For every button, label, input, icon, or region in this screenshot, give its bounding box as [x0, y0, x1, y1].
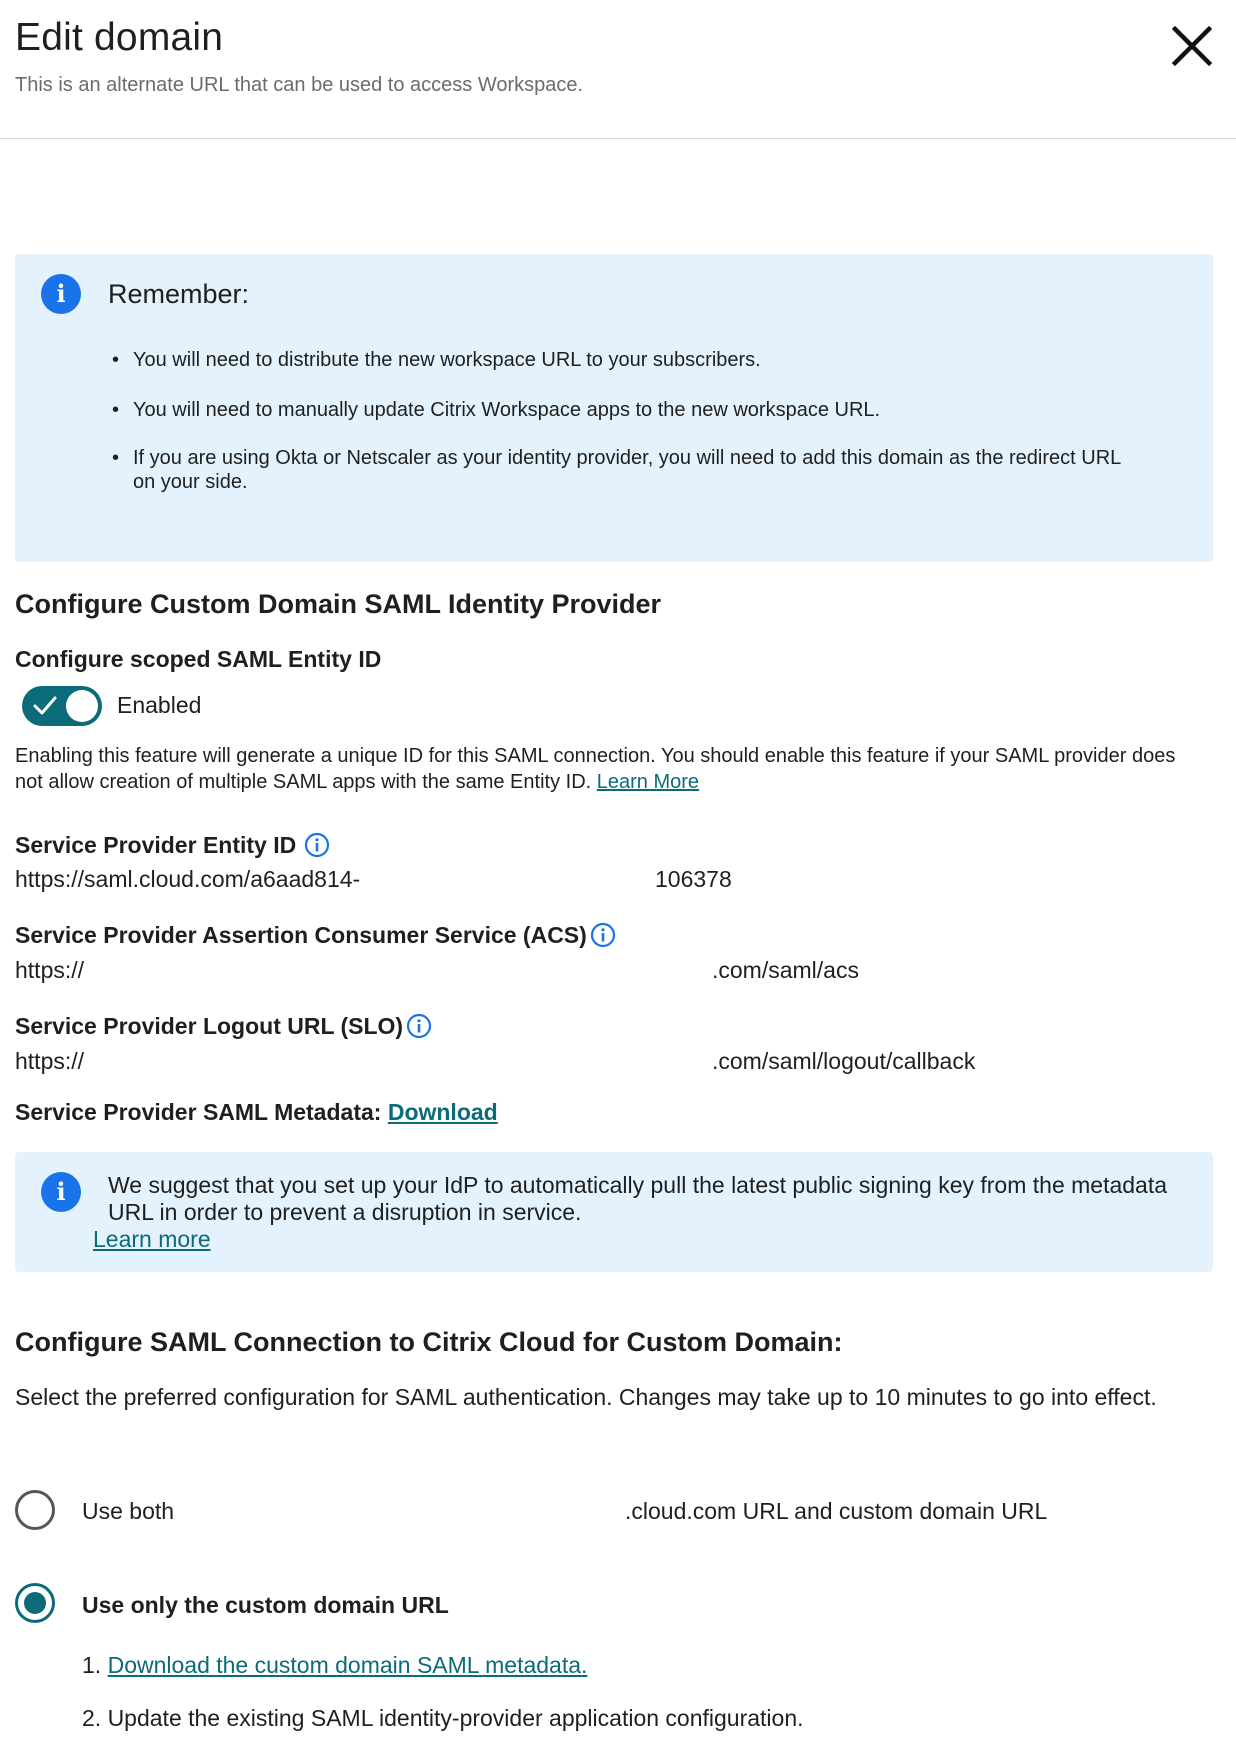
remember-item: • If you are using Okta or Netscaler as your identity provider, you will need to add this domain as the redirect URL on your side.: [108, 446, 1148, 494]
info-outline-icon: [406, 1013, 432, 1039]
panel-header: [0, 0, 1236, 139]
entity-id-value-suffix: 106378: [655, 866, 732, 892]
remember-info-box: [15, 254, 1213, 562]
check-icon: [33, 695, 57, 717]
download-custom-metadata-link[interactable]: Download the custom domain SAML metadata.: [107, 1652, 588, 1678]
slo-label: Service Provider Logout URL (SLO): [15, 1013, 404, 1039]
slo-value-prefix: https://: [15, 1048, 85, 1074]
learn-more-link[interactable]: Learn More: [596, 771, 700, 793]
acs-value-suffix: .com/saml/acs: [712, 957, 859, 983]
page-title: Edit domain: [15, 16, 224, 59]
acs-value-prefix: https://: [15, 957, 85, 983]
radio-use-both-label-prefix: Use both: [82, 1498, 175, 1524]
remember-item: • You will need to distribute the new workspace URL to your subscribers.: [108, 348, 1148, 372]
acs-label: Service Provider Assertion Consumer Service (ACS): [15, 922, 587, 948]
radio-use-both-label-suffix: .cloud.com URL and custom domain URL: [625, 1498, 1048, 1524]
toggle-knob: [66, 690, 98, 722]
slo-help[interactable]: [406, 1013, 432, 1039]
close-icon: [1168, 22, 1216, 70]
radio-use-both[interactable]: [15, 1490, 55, 1530]
info-icon: i: [41, 274, 81, 314]
entity-id-help[interactable]: [304, 832, 330, 858]
radio-dot: [24, 1592, 46, 1614]
remember-title: Remember:: [108, 279, 250, 309]
slo-value-suffix: .com/saml/logout/callback: [712, 1048, 976, 1074]
remember-list: [108, 348, 1148, 520]
toggle-label: Enabled: [117, 692, 202, 718]
scoped-entity-id-description: Enabling this feature will generate a unique ID for this SAML connection. You should enable this feature if your SAML provider does not allow creation of multiple SAML apps with the same Entity ID. Learn More: [15, 745, 1176, 793]
info-outline-icon: [590, 922, 616, 948]
metadata-row: [15, 1099, 498, 1126]
remember-item: • You will need to manually update Citrix Workspace apps to the new workspace URL.: [108, 398, 1148, 422]
saml-connection-section-title: Configure SAML Connection to Citrix Cloud for Custom Domain:: [15, 1327, 843, 1357]
radio-use-custom-only[interactable]: [15, 1583, 55, 1623]
signing-key-info-box: [15, 1152, 1213, 1272]
page-subtitle: This is an alternate URL that can be used to access Workspace.: [15, 74, 584, 96]
scoped-entity-id-heading: Configure scoped SAML Entity ID: [15, 646, 382, 672]
metadata-label: Service Provider SAML Metadata:: [15, 1099, 382, 1125]
signing-key-text: We suggest that you set up your IdP to automatically pull the latest public signing key from the metadata URL in order to prevent a disruption in service.: [108, 1172, 1168, 1225]
acs-help[interactable]: [590, 922, 616, 948]
metadata-download-link[interactable]: Download: [387, 1099, 498, 1125]
signing-learn-more-link[interactable]: Learn more: [93, 1226, 211, 1252]
scoped-entity-id-toggle[interactable]: [22, 686, 102, 726]
radio-use-custom-only-label: Use only the custom domain URL: [82, 1592, 449, 1618]
entity-id-value-prefix: https://saml.cloud.com/a6aad814-: [15, 866, 361, 892]
entity-id-label: Service Provider Entity ID: [15, 832, 297, 858]
info-icon: i: [41, 1172, 81, 1212]
saml-connection-description: Select the preferred configuration for SAML authentication. Changes may take up to 10 minutes to go into effect.: [15, 1384, 1157, 1410]
info-outline-icon: [304, 832, 330, 858]
step-2: 2. Update the existing SAML identity-provider application configuration.: [82, 1705, 804, 1731]
step-1: 1. Download the custom domain SAML metadata.: [82, 1652, 588, 1678]
saml-idp-section-title: Configure Custom Domain SAML Identity Provider: [15, 589, 662, 619]
close-button[interactable]: [1168, 22, 1216, 70]
